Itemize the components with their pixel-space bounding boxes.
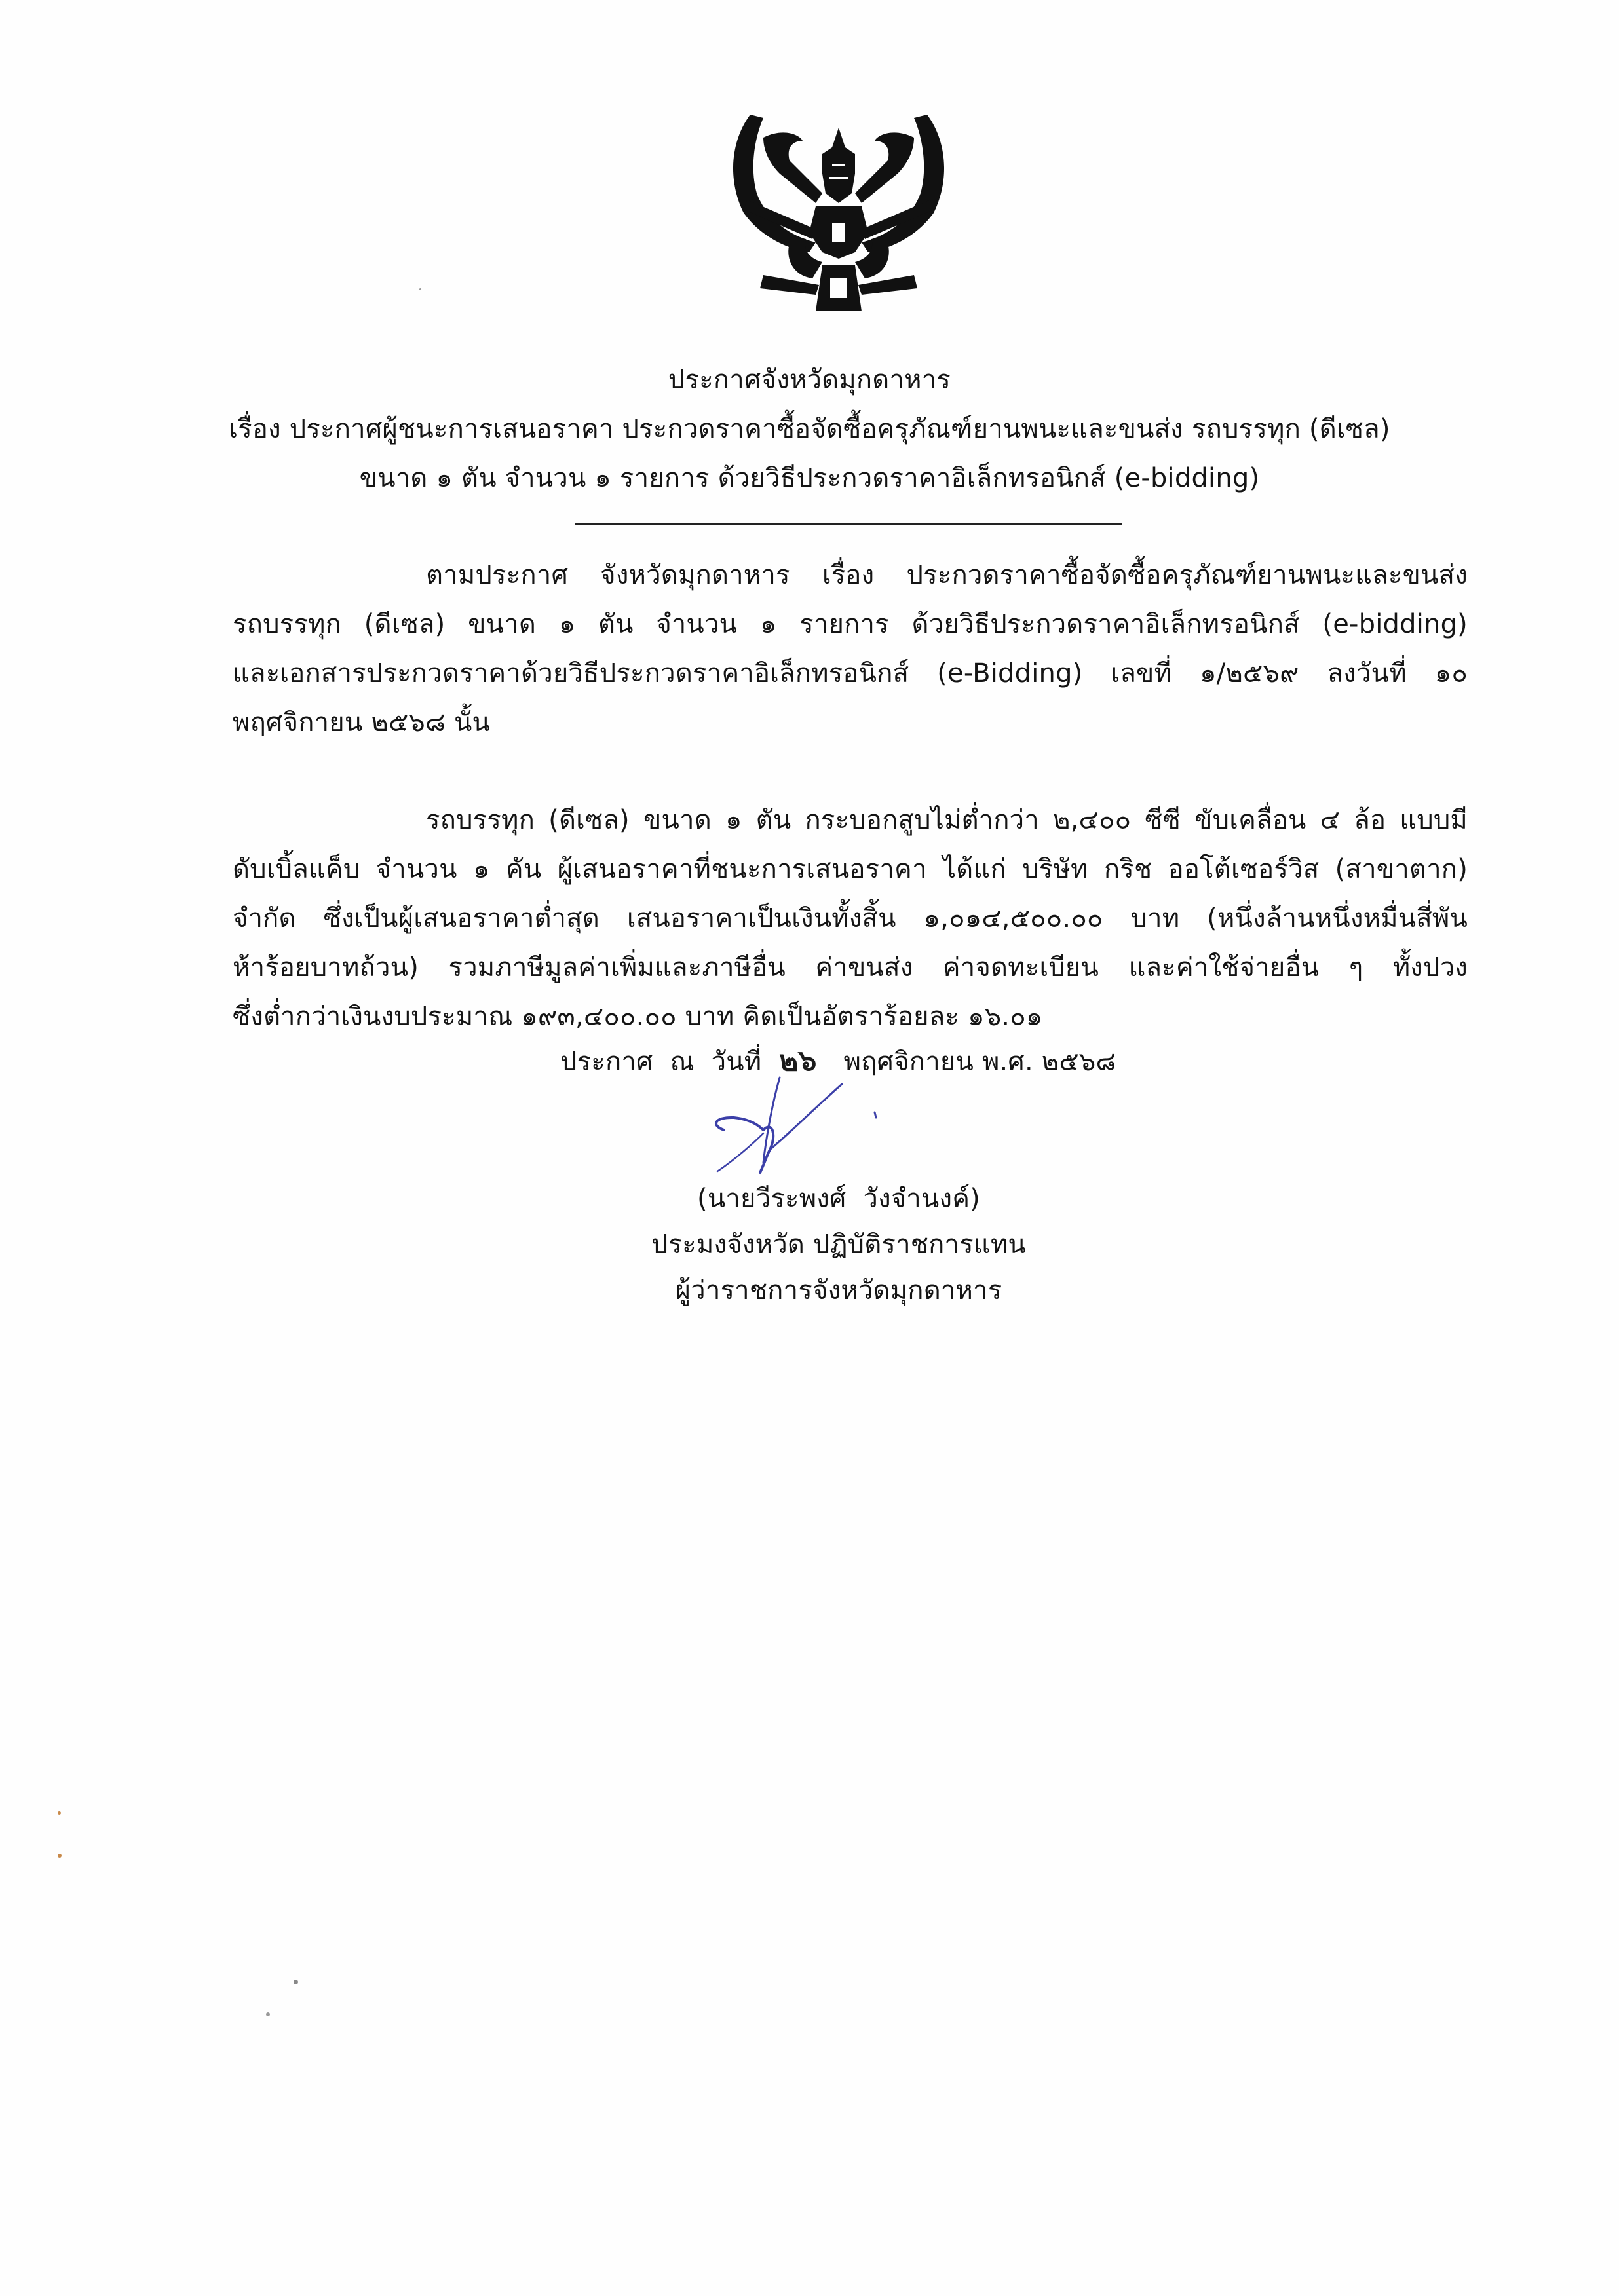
paragraph-1-line-1: ตามประกาศ จังหวัดมุกดาหาร เรื่อง ประกวดราคาซื้อจัดซื้อครุภัณฑ์ยานพนะและขนส่ง [426, 560, 1468, 590]
paragraph-1-line-2: รถบรรทุก (ดีเซล) ขนาด ๑ ตัน จำนวน ๑ รายการ ด้วยวิธีประกวดราคาอิเล็กทรอนิกส์ (e-bidding) [233, 609, 1468, 639]
scan-speck [266, 2012, 270, 2016]
paragraph-2-line-4: ห้าร้อยบาทถ้วน) รวมภาษีมูลค่าเพิ่มและภาษีอื่น ค่าขนส่ง ค่าจดทะเบียน และค่าใช้จ่ายอื่น ๆ ทั้งปวง [233, 952, 1468, 983]
paragraph-2-line-5: ซึ่งต่ำกว่าเงินงบประมาณ ๑๙๓,๔๐๐.๐๐ บาท คิดเป็นอัตราร้อยละ ๑๖.๐๑ [233, 1002, 1043, 1032]
handwritten-signature-icon [704, 1074, 953, 1186]
paragraph-2-line-1: รถบรรทุก (ดีเซล) ขนาด ๑ ตัน กระบอกสูบไม่ต่ำกว่า ๒,๔๐๐ ซีซี ขับเคลื่อน ๔ ล้อ แบบมี [426, 805, 1468, 835]
signatory-position-line-1: ประมงจังหวัด ปฏิบัติราชการแทน [651, 1230, 1026, 1260]
announcement-day-handwritten: ๒๖ [779, 1044, 817, 1078]
scan-speck [58, 1854, 62, 1858]
paragraph-2-line-2: ดับเบิ้ลแค็บ จำนวน ๑ คัน ผู้เสนอราคาที่ชนะการเสนอราคา ได้แก่ บริษัท กริช ออโต้เซอร์วิส (สาขาตาก) [233, 854, 1468, 884]
header-divider [575, 523, 1122, 525]
document-title: ประกาศจังหวัดมุกดาหาร [668, 365, 951, 395]
document-subject-line-1: เรื่อง ประกาศผู้ชนะการเสนอราคา ประกวดราคาซื้อจัดซื้อครุภัณฑ์ยานพนะและขนส่ง รถบรรทุก (ดีเซล) [229, 414, 1390, 444]
scan-speck [294, 1980, 298, 1984]
announcement-date-prefix: ประกาศ ณ วันที่ [560, 1047, 762, 1077]
announcement-month-year: พฤศจิกายน พ.ศ. ๒๕๖๘ [843, 1047, 1116, 1077]
signatory-position-line-2: ผู้ว่าราชการจังหวัดมุกดาหาร [675, 1275, 1002, 1306]
garuda-emblem-icon [724, 102, 953, 314]
signatory-name: (นายวีระพงศ์ วังจำนงค์) [697, 1184, 980, 1214]
document-subject-line-2: ขนาด ๑ ตัน จำนวน ๑ รายการ ด้วยวิธีประกวดราคาอิเล็กทรอนิกส์ (e-bidding) [359, 463, 1260, 493]
paragraph-1-line-3: และเอกสารประกวดราคาด้วยวิธีประกวดราคาอิเล็กทรอนิกส์ (e-Bidding) เลขที่ ๑/๒๕๖๙ ลงวันที่ ๑๐ [233, 658, 1468, 688]
paragraph-2-line-3: จำกัด ซึ่งเป็นผู้เสนอราคาต่ำสุด เสนอราคาเป็นเงินทั้งสิ้น ๑,๐๑๔,๕๐๐.๐๐ บาท (หนึ่งล้านหนึ่งหมื่นสี่พัน [233, 903, 1468, 933]
scan-speck [419, 288, 421, 290]
paragraph-1-line-4: พฤศจิกายน ๒๕๖๘ นั้น [233, 707, 491, 738]
scan-speck [58, 1811, 61, 1815]
